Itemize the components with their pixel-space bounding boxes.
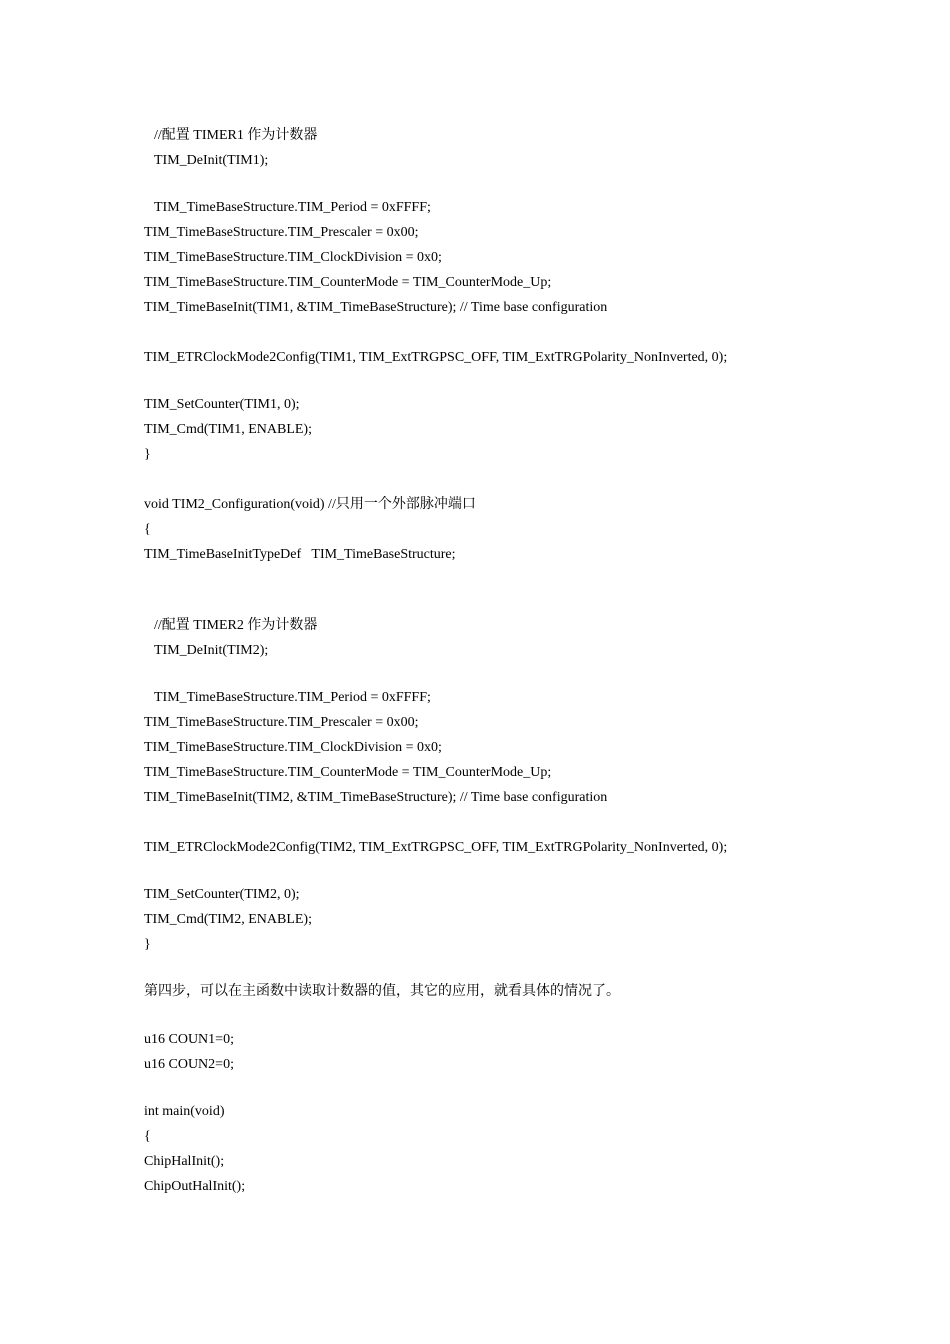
body-paragraph: 第四步，可以在主函数中读取计数器的值，其它的应用，就看具体的情况了。 [144, 984, 620, 999]
code-comment: //配置 TIMER1 作为计数器 [154, 128, 318, 143]
code-line: u16 COUN2=0; [144, 1057, 234, 1072]
code-line: TIM_TimeBaseStructure.TIM_CounterMode = TIM_CounterMode_Up; [144, 765, 552, 780]
code-line: TIM_ETRClockMode2Config(TIM1, TIM_ExtTRGPSC_OFF, TIM_ExtTRGPolarity_NonInverted, 0); [144, 350, 728, 365]
code-line: } [144, 447, 151, 462]
code-line: TIM_DeInit(TIM2); [154, 643, 269, 658]
code-line: TIM_TimeBaseStructure.TIM_Period = 0xFFFF; [154, 200, 431, 215]
code-line: TIM_DeInit(TIM1); [154, 153, 269, 168]
code-line: TIM_TimeBaseStructure.TIM_Period = 0xFFFF; [154, 690, 431, 705]
code-line: TIM_TimeBaseInit(TIM2, &TIM_TimeBaseStructure); // Time base configuration [144, 790, 608, 805]
code-line: void TIM2_Configuration(void) //只用一个外部脉冲端口 [144, 497, 476, 512]
code-line: ChipHalInit(); [144, 1154, 225, 1169]
code-line: u16 COUN1=0; [144, 1032, 234, 1047]
code-line: TIM_TimeBaseStructure.TIM_Prescaler = 0x00; [144, 715, 419, 730]
code-line: TIM_TimeBaseInit(TIM1, &TIM_TimeBaseStructure); // Time base configuration [144, 300, 608, 315]
code-line: { [144, 1129, 151, 1144]
code-line: ChipOutHalInit(); [144, 1179, 246, 1194]
code-comment: //配置 TIMER2 作为计数器 [154, 618, 318, 633]
code-line: TIM_TimeBaseInitTypeDef TIM_TimeBaseStructure; [144, 547, 456, 562]
code-line: TIM_TimeBaseStructure.TIM_ClockDivision = 0x0; [144, 740, 442, 755]
code-line: int main(void) [144, 1104, 225, 1119]
code-line: TIM_TimeBaseStructure.TIM_CounterMode = TIM_CounterMode_Up; [144, 275, 552, 290]
code-line: TIM_Cmd(TIM1, ENABLE); [144, 422, 312, 437]
code-line: TIM_SetCounter(TIM1, 0); [144, 397, 300, 412]
code-line: } [144, 937, 151, 952]
code-line: TIM_SetCounter(TIM2, 0); [144, 887, 300, 902]
code-line: TIM_ETRClockMode2Config(TIM2, TIM_ExtTRGPSC_OFF, TIM_ExtTRGPolarity_NonInverted, 0); [144, 840, 728, 855]
code-line: TIM_TimeBaseStructure.TIM_ClockDivision = 0x0; [144, 250, 442, 265]
code-line: TIM_TimeBaseStructure.TIM_Prescaler = 0x00; [144, 225, 419, 240]
code-line: { [144, 522, 151, 537]
code-line: TIM_Cmd(TIM2, ENABLE); [144, 912, 312, 927]
